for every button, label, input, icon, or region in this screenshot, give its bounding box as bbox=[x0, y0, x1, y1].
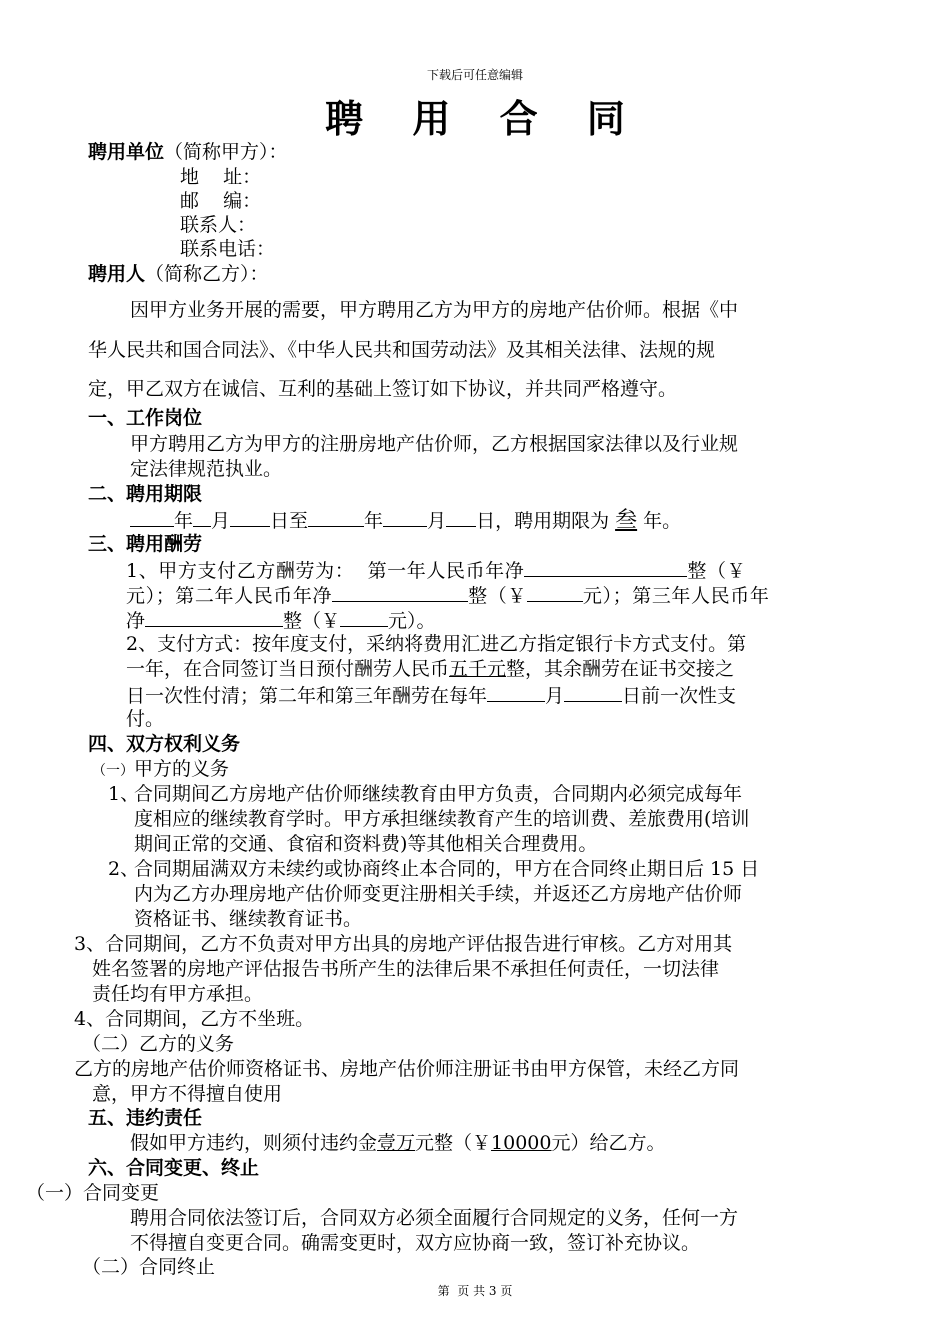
pay-year-2-rmb-blank[interactable] bbox=[527, 582, 583, 602]
penalty-amount-words: 壹万 bbox=[377, 1132, 416, 1154]
prepay-rest: 整，其余酬劳在证书交接之 bbox=[506, 658, 735, 680]
party-a-duties-heading bbox=[92, 757, 229, 784]
prepay-label: 一年，在合同签订当日预付酬劳人民币 bbox=[126, 658, 450, 680]
pay-year-3-rmb: 整（￥ bbox=[283, 610, 341, 632]
pay-year-1-rmb: 整（￥ bbox=[687, 560, 747, 582]
penalty-amount-number: 10000 bbox=[491, 1132, 552, 1154]
penalty-line bbox=[130, 1131, 666, 1156]
duty-a2-line-3: 资格证书、继续教育证书。 bbox=[134, 908, 363, 930]
penalty-rmb: 元整（￥ bbox=[415, 1132, 492, 1154]
section-6-heading: 六、合同变更、终止 bbox=[88, 1157, 260, 1179]
pay-year-2-blank[interactable] bbox=[332, 582, 468, 602]
duty-a3-line-2: 姓名签署的房地产评估报告书所产生的法律后果不承担任何责任，一切法律 bbox=[92, 958, 720, 980]
section-1-heading: 一、工作岗位 bbox=[88, 407, 203, 429]
pay-method-line-2 bbox=[126, 657, 734, 682]
download-note: 下载后可任意编辑 bbox=[426, 68, 523, 82]
pay-year-3-net: 净 bbox=[126, 610, 146, 632]
yearly-pay-rest: 日前一次性支 bbox=[622, 685, 737, 707]
pay-line-2 bbox=[126, 582, 769, 609]
employer-postcode: 邮 编： bbox=[180, 190, 262, 212]
pay-year-3-label: 元）；第三年人民币年 bbox=[582, 585, 770, 607]
section-1-line-1: 甲方聘用乙方为甲方的注册房地产估价师，乙方根据国家法律以及行业规 bbox=[130, 433, 739, 455]
intro-line-3: 定，甲乙双方在诚信、互利的基础上签订如下协议，并共同严格遵守。 bbox=[88, 378, 678, 400]
duty-a4: 4、合同期间，乙方不坐班。 bbox=[74, 1008, 315, 1030]
month-start-unit: 月 bbox=[211, 510, 231, 532]
month-end-unit: 月 bbox=[427, 510, 447, 532]
day-end-unit: 日，聘用期限为 bbox=[476, 510, 610, 532]
pay-year-3-rmb-blank[interactable] bbox=[340, 607, 388, 627]
employer-label-bold: 聘用单位 bbox=[88, 141, 165, 163]
day-end-blank[interactable] bbox=[446, 507, 476, 527]
penalty-label: 假如甲方违约，则须付违约金 bbox=[130, 1132, 378, 1154]
employer-contact: 联系人： bbox=[180, 214, 257, 236]
pay-line-1 bbox=[126, 557, 746, 584]
pay-year-3-blank[interactable] bbox=[145, 607, 283, 627]
intro-line-1: 因甲方业务开展的需要，甲方聘用乙方为甲方的房地产估价师。根据《中 bbox=[130, 299, 739, 321]
party-a-duties-num: （一） bbox=[92, 763, 134, 779]
pay-year-2-rmb: 整（￥ bbox=[468, 585, 527, 607]
contract-change-line-1: 聘用合同依法签订后，合同双方必须全面履行合同规定的义务，任何一方 bbox=[130, 1207, 739, 1229]
duty-a2-line-1: 合同期届满双方未续约或协商终止本合同的，甲方在合同终止期日后 15 日 bbox=[134, 858, 760, 880]
term-unit: 年。 bbox=[643, 510, 682, 532]
pay-year-1-blank[interactable] bbox=[524, 557, 687, 577]
duty-b-line-1: 乙方的房地产估价师资格证书、房地产估价师注册证书由甲方保管，未经乙方同 bbox=[74, 1058, 740, 1080]
section-4-heading: 四、双方权利义务 bbox=[88, 733, 241, 755]
month-end-blank[interactable] bbox=[383, 507, 427, 527]
year-start-blank[interactable] bbox=[130, 507, 174, 527]
contract-change-heading: （一）合同变更 bbox=[26, 1182, 160, 1204]
duty-b-line-2: 意，甲方不得擅自使用 bbox=[92, 1083, 283, 1105]
employer-address: 地 址： bbox=[180, 166, 262, 188]
yearly-pay-month-unit: 月 bbox=[545, 685, 565, 707]
pay-year-3-end: 元）。 bbox=[388, 610, 436, 632]
duty-a3-line-1: 3、合同期间，乙方不负责对甲方出具的房地产评估报告进行审核。乙方对用其 bbox=[74, 933, 733, 955]
pay-method-line-1: 2、支付方式：按年度支付，采纳将费用汇进乙方指定银行卡方式支付。第 bbox=[126, 633, 747, 655]
duty-a1-line-2: 度相应的继续教育学时。甲方承担继续教育产生的培训费、差旅费用(培训 bbox=[134, 808, 750, 830]
penalty-end: 元）给乙方。 bbox=[551, 1132, 666, 1154]
section-5-heading: 五、违约责任 bbox=[88, 1107, 203, 1129]
section-2-heading: 二、聘用期限 bbox=[88, 483, 203, 505]
pay-method-line-3 bbox=[126, 682, 736, 709]
pay-method-line-4: 付。 bbox=[126, 708, 165, 730]
section-3-heading: 三、聘用酬劳 bbox=[88, 533, 203, 555]
pay-year-1-label: 1、甲方支付乙方酬劳为： 第一年人民币年净 bbox=[126, 560, 525, 582]
employee-label-bold: 聘用人 bbox=[88, 263, 146, 285]
employer-label bbox=[88, 140, 288, 165]
employer-phone: 联系电话： bbox=[180, 238, 276, 260]
yearly-pay-month-blank[interactable] bbox=[487, 682, 545, 702]
duty-a3-line-3: 责任均有甲方承担。 bbox=[92, 983, 264, 1005]
duty-a1-line-1: 合同期间乙方房地产估价师继续教育由甲方负责，合同期内必须完成每年 bbox=[134, 783, 743, 805]
employer-label-rest: （简称甲方）： bbox=[164, 141, 288, 163]
duty-a1-line-3: 期间正常的交通、食宿和资料费)等其他相关合理费用。 bbox=[134, 833, 598, 855]
employee-label bbox=[88, 262, 269, 287]
page-footer: 第 页 共 3 页 bbox=[437, 1284, 513, 1298]
year-end-unit: 年 bbox=[364, 510, 384, 532]
day-start-unit: 日至 bbox=[270, 510, 309, 532]
pay-year-2-label: 元）；第二年人民币年净 bbox=[126, 585, 333, 607]
year-start-unit: 年 bbox=[174, 510, 194, 532]
contract-termination-heading: （二）合同终止 bbox=[82, 1256, 216, 1278]
yearly-pay-label: 日一次性付清；第二年和第三年酬劳在每年 bbox=[126, 685, 488, 707]
term-value: 叁 bbox=[615, 508, 638, 533]
document-title: 聘 用 合 同 bbox=[325, 97, 643, 141]
day-start-blank[interactable] bbox=[230, 507, 270, 527]
duty-a1-num: 1、 bbox=[108, 783, 140, 805]
duty-a2-line-2: 内为乙方办理房地产估价师变更注册相关手续，并返还乙方房地产估价师 bbox=[134, 883, 743, 905]
party-a-duties-label: 甲方的义务 bbox=[134, 758, 230, 780]
prepay-amount: 五千元 bbox=[449, 658, 507, 680]
month-start-blank[interactable] bbox=[193, 507, 211, 527]
year-end-blank[interactable] bbox=[308, 507, 364, 527]
duty-a2-num: 2、 bbox=[108, 858, 140, 880]
section-1-line-2: 定法律规范执业。 bbox=[130, 458, 283, 480]
intro-line-2: 华人民共和国合同法》、《中华人民共和国劳动法》及其相关法律、法规的规 bbox=[88, 339, 716, 361]
pay-line-3 bbox=[126, 607, 436, 634]
term-line bbox=[130, 507, 681, 534]
party-b-duties-heading: （二）乙方的义务 bbox=[82, 1033, 235, 1055]
contract-change-line-2: 不得擅自变更合同。确需变更时，双方应协商一致，签订补充协议。 bbox=[130, 1232, 701, 1254]
employee-label-rest: （简称乙方）： bbox=[145, 263, 269, 285]
yearly-pay-day-blank[interactable] bbox=[564, 682, 622, 702]
